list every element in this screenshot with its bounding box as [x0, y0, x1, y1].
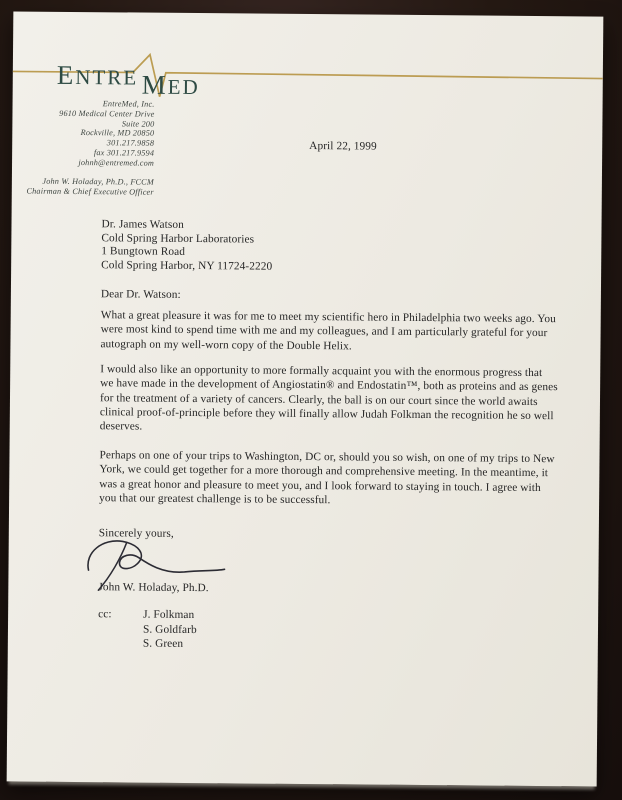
logo-med-initial: M: [141, 69, 168, 100]
signer-name: John W. Holaday, Ph.D.: [98, 581, 209, 595]
recipient-line: Cold Spring Harbor, NY 11724-2220: [101, 258, 273, 273]
logo-entre-initial: E: [56, 59, 76, 90]
cc-block: [98, 607, 197, 652]
paragraph-1: What a great pleasure it was for me to meet my scientific hero in Philadelphia two weeks ago. You were most kind to spend time with me and my colleagues, and I am particularly grateful for your autograph on my well-worn copy of the Double Helix.: [100, 309, 556, 353]
cc-label-spacer: [98, 622, 143, 637]
logo-med: [142, 70, 200, 102]
letterhead-line: Rockville, MD 20850: [80, 128, 155, 139]
salutation: Dear Dr. Watson:: [100, 288, 181, 301]
officer-name: John W. Holaday, Ph.D., FCCM: [42, 176, 154, 187]
letterhead-line: Suite 200: [121, 118, 155, 129]
cc-label: cc:: [98, 608, 112, 621]
officer-title: Chairman & Chief Executive Officer: [26, 186, 154, 197]
recipient-line: Cold Spring Harbor Laboratories: [101, 231, 255, 246]
letter-date: April 22, 1999: [309, 140, 377, 153]
recipient-line: Dr. James Watson: [101, 218, 184, 231]
letterhead-line: 301.217.9858: [106, 138, 155, 148]
cc-name: S. Green: [142, 637, 184, 651]
letter-page: [7, 11, 604, 786]
letterhead-line: johnh@entremed.com: [78, 157, 155, 168]
closing: Sincerely yours,: [98, 527, 174, 540]
letterhead-line: 9610 Medical Center Drive: [59, 108, 155, 119]
logo-entre-rest: NTRE: [75, 64, 139, 90]
letterhead-address: [22, 99, 155, 169]
letterhead-officer: [22, 177, 154, 198]
cc-name: J. Folkman: [143, 608, 195, 622]
paragraph-2: I would also like an opportunity to more formally acquaint you with the enormous progress that we have made in the development of Angiostatin® and Endostatin™, both as proteins and as genes for the treatment of a variety of cancers. Clearly, the ball is on our court since the world awaits clinical proof-of-principle before they will finally allow Judah Folkman the recognition he so well deserves.: [99, 363, 558, 433]
cc-label-spacer: [98, 636, 143, 651]
cc-name: S. Goldfarb: [142, 623, 197, 636]
recipient-address: [101, 218, 273, 274]
logo-med-rest: ED: [167, 74, 200, 100]
logo-entre: [57, 60, 139, 92]
letterhead-line: EntreMed, Inc.: [102, 99, 155, 109]
letterhead-line: fax 301.217.9594: [93, 148, 155, 158]
recipient-line: 1 Bungtown Road: [101, 245, 186, 259]
paragraph-3: Perhaps on one of your trips to Washington, DC or, should you so wish, on one of my trips to New York, we could get together for a more thorough and comprehensive meeting. In the meantime, it was a great honor and pleasure to meet you, and I look forward to staying in touch. I agree with you that our greatest challenge is to be successful.: [99, 449, 555, 507]
